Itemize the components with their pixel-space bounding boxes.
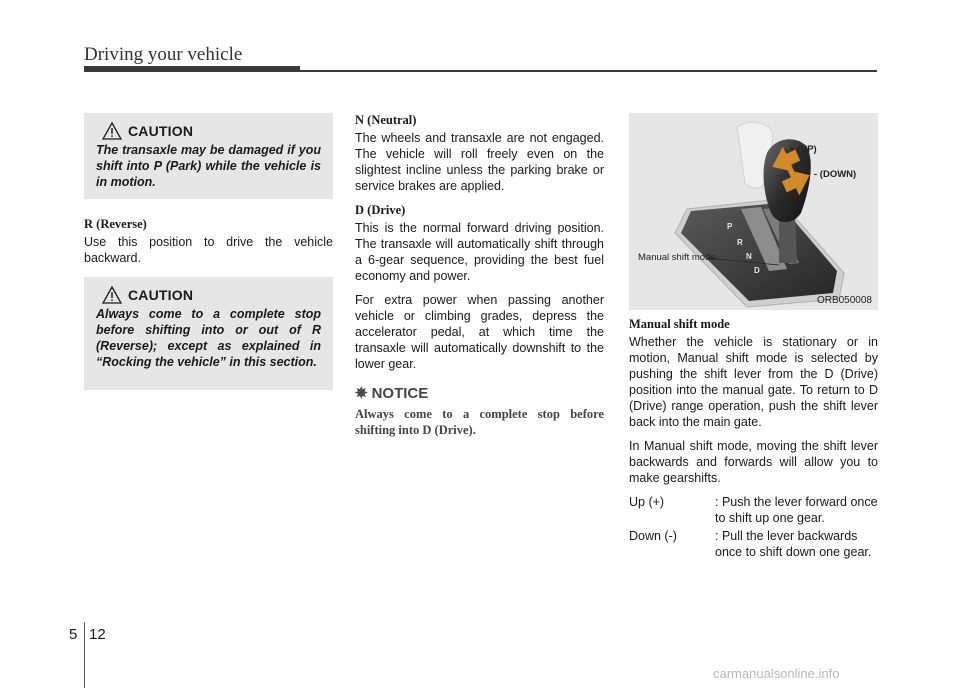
gate-letter-n: N bbox=[746, 252, 752, 261]
drive-heading: D (Drive) bbox=[355, 203, 406, 217]
caution-box-park bbox=[84, 113, 333, 199]
figure-label-up: + (UP) bbox=[789, 144, 817, 155]
shift-down-row bbox=[629, 528, 878, 560]
drive-text: This is the normal forward driving position. The transaxle will automatically shift through a 6-gear sequence, providing the best fuel economy and power. bbox=[355, 221, 604, 283]
notice-heading bbox=[355, 386, 604, 402]
caution-title: CAUTION bbox=[128, 123, 194, 139]
reverse-heading: R (Reverse) bbox=[84, 217, 147, 231]
manual-shift-column bbox=[629, 316, 878, 560]
notice-title: NOTICE bbox=[371, 385, 429, 402]
reverse-section bbox=[84, 216, 333, 274]
warning-triangle-icon bbox=[102, 286, 122, 304]
notice-star-icon: ✵ bbox=[355, 385, 368, 402]
neutral-text: The wheels and transaxle are not engaged. The vehicle will roll freely even on the slightest incline unless the parking brake or service brakes are applied. bbox=[355, 131, 604, 193]
gate-letter-d: D bbox=[754, 266, 760, 275]
shift-up-key: Up (+) bbox=[629, 495, 665, 509]
manual-heading: Manual shift mode bbox=[629, 317, 730, 331]
drive-passing-text: For extra power when passing another vehicle or climbing grades, depress the accelerator pedal, at which time the transaxle will automatically downshift to the lower gear. bbox=[355, 293, 604, 371]
reverse-text: Use this position to drive the vehicle backward. bbox=[84, 235, 333, 265]
page-number: 12 bbox=[89, 626, 106, 643]
shift-up-value: : Push the lever forward once to shift up one gear. bbox=[715, 495, 878, 525]
warning-triangle-icon bbox=[102, 122, 122, 140]
figure-label-down: - (DOWN) bbox=[814, 169, 857, 180]
figure-label-manual-shift-mode: Manual shift mode bbox=[638, 252, 716, 263]
shift-lever-illustration bbox=[629, 113, 878, 310]
gate-letter-p: P bbox=[727, 222, 733, 231]
watermark: carmanualsonline.info bbox=[713, 666, 840, 681]
shift-down-value: : Pull the lever backwards once to shift down one gear. bbox=[715, 529, 872, 559]
manual-text: Whether the vehicle is stationary or in motion, Manual shift mode is selected by pushing the shift lever from the D (Drive) position into the manual gate. To return to D (Drive) range operation, push the shift lever back into the main gate. bbox=[629, 335, 878, 429]
page-header-title: Driving your vehicle bbox=[84, 44, 243, 65]
header-rule bbox=[84, 66, 300, 72]
neutral-heading: N (Neutral) bbox=[355, 113, 417, 127]
figure-code: ORB050008 bbox=[816, 295, 872, 306]
shift-up-row bbox=[629, 494, 878, 526]
footer-rule bbox=[84, 622, 85, 688]
shift-down-key: Down (-) bbox=[629, 529, 677, 543]
caution-heading bbox=[102, 286, 321, 304]
caution-text: Always come to a complete stop before shifting into or out of R (Reverse); except as explained in “Rocking the vehicle” in this section. bbox=[96, 307, 321, 369]
caution-text: The transaxle may be damaged if you shift into P (Park) while the vehicle is in motion. bbox=[96, 143, 321, 189]
chapter-number: 5 bbox=[69, 626, 78, 643]
manual-gearshift-text: In Manual shift mode, moving the shift lever backwards and forwards will allow you to make gearshifts. bbox=[629, 439, 878, 485]
shift-lever-figure bbox=[629, 113, 878, 310]
caution-heading bbox=[102, 122, 321, 140]
neutral-drive-column bbox=[355, 112, 604, 438]
notice-text: Always come to a complete stop before shifting into D (Drive). bbox=[355, 407, 604, 437]
caution-title: CAUTION bbox=[128, 287, 194, 303]
caution-box-reverse bbox=[84, 277, 333, 390]
gate-letter-r: R bbox=[737, 238, 743, 247]
header-rule-thin bbox=[300, 70, 877, 72]
